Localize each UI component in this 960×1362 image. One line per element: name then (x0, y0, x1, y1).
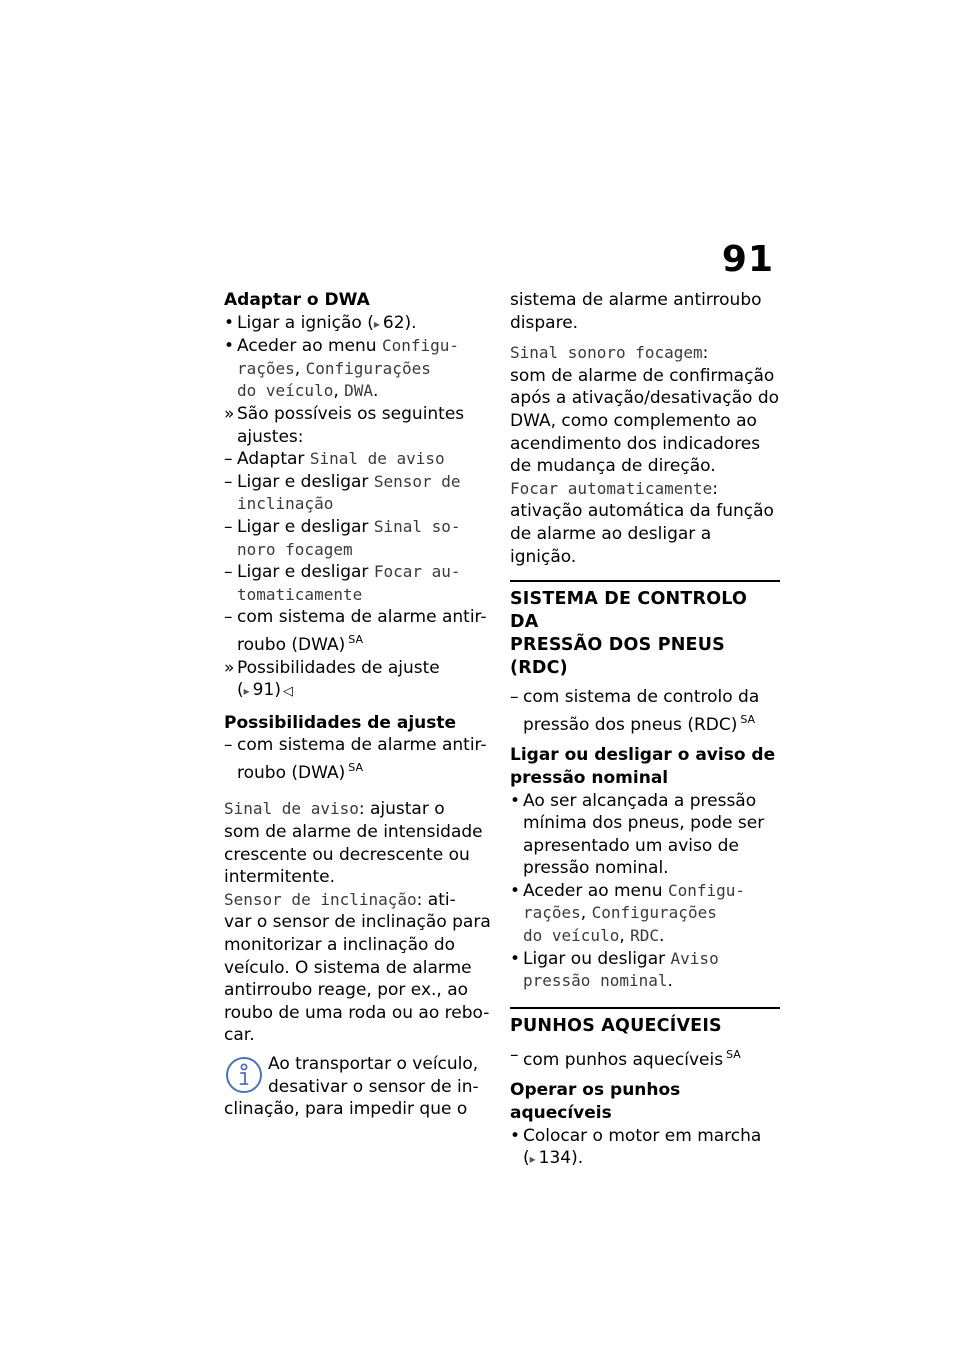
result-marker: » (224, 657, 235, 678)
option-dwa-equipment: – com sistema de alarme antir- roubo (DWA) $^{SA}$ (224, 607, 487, 655)
right-column (510, 289, 780, 1171)
desc-sensor: Sensor de inclinação: ati- var o sensor de inclinação para monitorizar a inclinação do veículo. O sistema de alarme antirroubo reage, por ex., ao roubo de uma roda ou ao rebo- car. (224, 889, 491, 1046)
info-note: Ao transportar o veículo, desativar o sensor de in- clinação, para impedir que o (224, 1054, 479, 1120)
dash-marker: – (224, 471, 233, 492)
dash-marker: – (510, 687, 519, 708)
option-dwa-equipment-2: – com sistema de alarme antir- roubo (DWA) $^{SA}$ (224, 735, 487, 783)
page-number: 91 (721, 239, 774, 280)
sa-badge: SA (348, 760, 363, 774)
bullet-marker: • (510, 880, 521, 901)
option-adapt-signal: – Adaptar Sinal de aviso (224, 449, 445, 470)
option-grips-equipment: – com punhos aquecíveis $^{SA}$ (510, 1044, 741, 1070)
step-pressure-reached: • Ao ser alcançada a pressão mínima dos pneus, pode ser apresentado um aviso de pressão nominal. (510, 790, 765, 879)
bullet-marker: • (510, 948, 521, 969)
result-settings: » São possíveis os seguintes ajustes: (224, 403, 465, 447)
sa-badge: SA (348, 632, 363, 646)
section-heading-grips: PUNHOS AQUECÍVEIS (510, 1015, 722, 1036)
heading-operar: Operar os punhos aquecíveis (510, 1080, 681, 1124)
option-sound: – Ligar e desligar Sinal so- noro focagem (224, 516, 461, 559)
heading-possibilidades: Possibilidades de ajuste (224, 712, 457, 733)
step-start-engine: • Colocar o motor em marcha (▸ 134). (510, 1125, 780, 1171)
step-menu: • Aceder ao menu Configu- rações, Configurações do veículo, DWA. (224, 336, 460, 402)
dash-marker: – (224, 735, 233, 756)
bullet-marker: • (224, 312, 235, 333)
arrow-ref-icon: ▸ (529, 1152, 535, 1167)
section-rule (510, 580, 780, 582)
result-marker: » (224, 403, 235, 424)
step-menu-rdc: • Aceder ao menu Configu- rações, Configurações do veículo, RDC. (510, 880, 746, 947)
bullet-marker: • (224, 336, 235, 357)
arrow-ref-icon: ▸ (373, 316, 379, 331)
note-continuation: sistema de alarme antirroubo dispare. (510, 290, 762, 333)
section-heading-rdc: SISTEMA DE CONTROLO DA PRESSÃO DOS PNEUS (RDC) (510, 589, 748, 679)
section-rule (510, 1007, 780, 1009)
arrow-ref-icon: ▸ (243, 684, 249, 699)
dash-marker: – (224, 562, 233, 583)
desc-sound: Sinal sonoro focagem: som de alarme de confirmação após a ativação/desativação do DWA, como complemento ao acendimento dos indicadores de mudança de direção. (510, 343, 780, 477)
sa-badge: SA (726, 1047, 741, 1061)
heading-ligar-aviso: Ligar ou desligar o aviso de pressão nominal (510, 745, 776, 788)
bullet-marker: • (510, 1125, 521, 1146)
end-marker: ◁ (282, 684, 293, 700)
dash-marker: – (510, 1044, 519, 1065)
dash-marker: – (224, 449, 233, 470)
left-column (224, 289, 492, 1121)
dash-marker: – (224, 516, 233, 537)
step-ignition: • Ligar a ignição (▸ 62). (224, 312, 492, 336)
heading-adaptar-dwa: Adaptar o DWA (224, 290, 370, 310)
result-possibilities: » Possibilidades de ajuste (▸ 91) ◁ (224, 657, 492, 704)
desc-auto-focus: Focar automaticamente: ativação automática da função de alarme ao desligar a ignição. (510, 478, 774, 567)
step-toggle-warning: • Ligar ou desligar Aviso pressão nominal. (510, 948, 719, 992)
dash-marker: – (224, 607, 233, 628)
desc-signal: Sinal de aviso: ajustar o som de alarme de intensidade crescente ou decrescente ou intermitente. (224, 799, 483, 888)
option-rdc-equipment: – com sistema de controlo da pressão dos pneus (RDC) $^{SA}$ (510, 687, 760, 735)
bullet-marker: • (510, 790, 521, 811)
sa-badge: SA (740, 712, 756, 726)
info-note-icon (224, 1055, 264, 1095)
option-sensor: – Ligar e desligar Sensor de inclinação (224, 471, 461, 514)
option-auto-focus: – Ligar e desligar Focar au- tomaticamente (224, 562, 461, 604)
menu-text: Configu- (381, 336, 460, 356)
